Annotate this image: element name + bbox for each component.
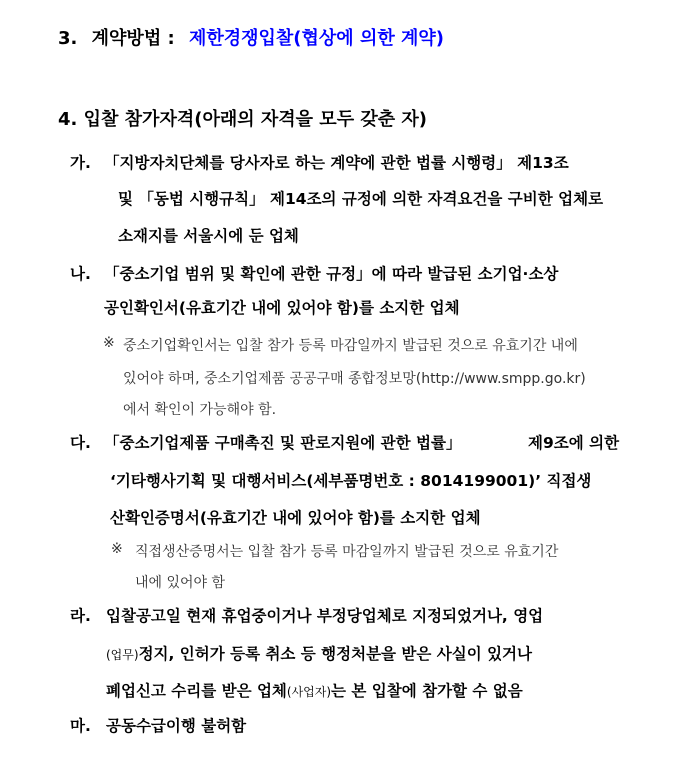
item-ra-line-3 [106,679,523,701]
item-na-marker: 나. [70,265,91,283]
item-da-note-1: 직접생산증명서는 입찰 참가 등록 마감일까지 발급된 것으로 유효기간 [135,544,559,560]
item-da-line-1a: 「중소기업제품 구매촉진 및 판로지원에 관한 법률」 [104,434,462,452]
item-ra-text-3b: 는 본 입찰에 참가할 수 없음 [331,682,523,700]
item-ma-line-1: 공동수급이행 불허함 [106,717,247,735]
item-ga-line-3: 소재지를 서울시에 둔 업체 [118,227,299,245]
contract-method-value: 제한경쟁입찰(협상에 의한 계약) [188,28,444,49]
item-da-marker: 다. [70,434,91,452]
item-ra-text-2: 정지, 인허가 등록 취소 등 행정처분을 받은 사실이 있거나 [138,645,533,663]
section-4-heading: 4. 입찰 참가자격(아래의 자격을 모두 갖춘 자) [58,109,428,130]
item-na-note-2: 있어야 하며, 중소기업제품 공공구매 종합정보망(http://www.smpp.go.kr) [123,371,586,387]
item-ra-line-2 [106,642,532,664]
item-na-note-mark: ※ [103,335,115,351]
item-na-line-1: 「중소기업 범위 및 확인에 관한 규정」에 따라 발급된 소기업·소상 [104,265,559,283]
item-ra-text-3a: 폐업신고 수리를 받은 업체 [106,682,287,700]
section-3-label: 계약방법 : [91,28,175,49]
section-3-heading [58,24,444,50]
item-da-note-mark: ※ [111,541,123,557]
item-ra-note-business: (업무) [106,648,139,662]
item-da-line-2: ‘기타행사기획 및 대행서비스(세부품명번호 : 8014199001)’ 직접생 [110,472,592,490]
item-ra-note-operator: (사업자) [286,685,332,699]
item-na-note-1: 중소기업확인서는 입찰 참가 등록 마감일까지 발급된 것으로 유효기간 내에 [123,338,578,354]
item-da-line-3: 산확인증명서(유효기간 내에 있어야 함)를 소지한 업체 [110,509,481,527]
item-ma-marker: 마. [70,717,91,735]
item-na-note-3: 에서 확인이 가능해야 함. [123,402,277,418]
item-ga-line-1 [104,151,632,173]
item-da-line-1b: 제9조에 의한 [528,434,620,452]
section-3-number: 3. [58,28,78,49]
item-ga-marker: 가. [70,154,91,172]
item-ra-marker: 라. [70,607,91,625]
item-ra-line-1: 입찰공고일 현재 휴업중이거나 부정당업체로 지정되었거나, 영업 [106,607,544,625]
item-da-note-2: 내에 있어야 함 [135,575,226,591]
item-na-line-2: 공인확인서(유효기간 내에 있어야 함)를 소지한 업체 [104,299,460,317]
item-ga-text-1: 「지방자치단체를 당사자로 하는 계약에 관한 법률 시행령」 제13조 [104,154,569,172]
item-ga-line-2: 및 「동법 시행규칙」 제14조의 규정에 의한 자격요건을 구비한 업체로 [118,190,604,208]
